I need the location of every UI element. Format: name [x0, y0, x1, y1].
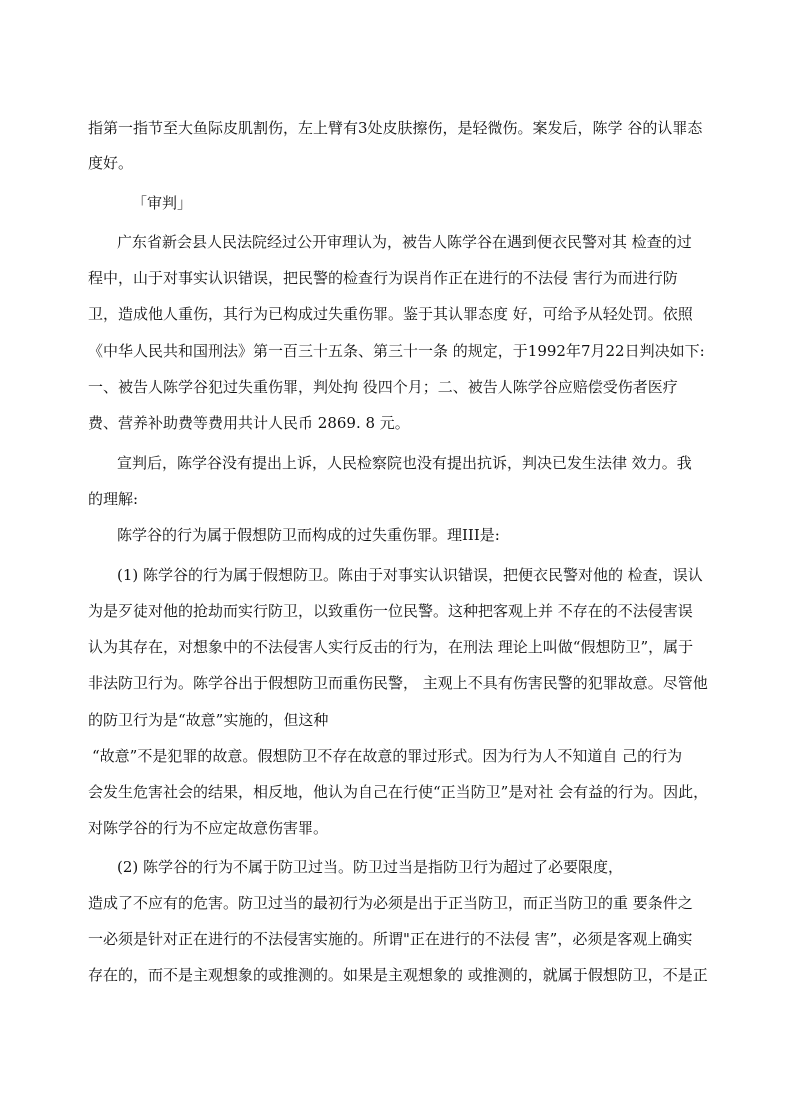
text-line: 的理解:	[88, 490, 139, 508]
text-line: 非法防卫行为。陈学谷出于假想防卫而重伤民警， 主观上不具有伤害民警的犯罪故意。尽管他	[88, 674, 708, 692]
text-line: 度好。	[88, 154, 134, 172]
section-heading: 「审判」	[132, 194, 193, 212]
text-line: 指第一指节至大鱼际皮肌割伤，左上臂有3处皮肤擦伤，是轻微伤。案发后，陈学 谷的认罪态	[88, 119, 703, 137]
text-line: 程中，山于对事实认识错误，把民警的检查行为误肖作正在进行的不法侵 害行为而进行防	[88, 269, 678, 287]
text-line: 会发生危害社会的结果，相反地，他认为自己在行使“正当防卫”是对社 会有益的行为。因此，	[88, 783, 709, 801]
paragraph-start: 陈学谷的行为属于假想防卫而构成的过失重伤罪。理III是:	[117, 526, 500, 544]
paragraph-start: 宣判后，陈学谷没有提出上诉，人民检察院也没有提出抗诉，判决已发生法律 效力。我	[117, 454, 692, 472]
text-line: 卫，造成他人重伤，其行为已构成过失重伤罪。鉴于其认罪态度 好，可给予从轻处罚。依照	[88, 305, 693, 323]
paragraph-start: (2) 陈学谷的行为不属于防卫过当。防卫过当是指防卫行为超过了必要限度，	[117, 858, 624, 876]
text-line: 为是歹徒对他的抢劫而实行防卫，以致重伤一位民警。这种把客观上并 不存在的不法侵害误	[88, 602, 693, 620]
text-line: 《中华人民共和国刑法》第一百三十五条、第三十一条 的规定，于1992年7月22日判决如下:	[88, 342, 705, 360]
text-line: 一必须是针对正在进行的不法侵害实施的。所谓"正在进行的不法侵 害”，必须是客观上确实	[88, 930, 693, 948]
paragraph-start: (1) 陈学谷的行为属于假想防卫。陈由于对事实认识错误，把便衣民警对他的 检查，误认	[117, 566, 703, 584]
text-line: 认为其存在，对想象中的不法侵害人实行反击的行为，在刑法 理论上叫做“假想防卫”，属于	[88, 638, 694, 656]
text-line: 造成了不应有的危害。防卫过当的最初行为必须是出于正当防卫，而正当防卫的重 要条件之	[88, 894, 693, 912]
text-line: 对陈学谷的行为不应定故意伤害罪。	[88, 819, 329, 837]
text-line: “故意”不是犯罪的故意。假想防卫不存在故意的罪过形式。因为行为人不知道自 己的行为	[92, 747, 683, 765]
text-line: 费、营养补助费等费用共计人民币 2869. 8 元。	[88, 414, 410, 432]
text-line: 的防卫行为是“故意”实施的，但这种	[88, 711, 329, 729]
paragraph-start: 广东省新会县人民法院经过公开审理认为，被告人陈学谷在遇到便衣民警对其 检查的过	[117, 233, 692, 251]
text-line: 存在的，而不是主观想象的或推测的。如果是主观想象的 或推测的，就属于假想防卫，不是正	[88, 966, 708, 984]
text-line: 一、被告人陈学谷犯过失重伤罪，判处拘 役四个月；二、被告人陈学谷应赔偿受伤者医疗	[88, 378, 678, 396]
